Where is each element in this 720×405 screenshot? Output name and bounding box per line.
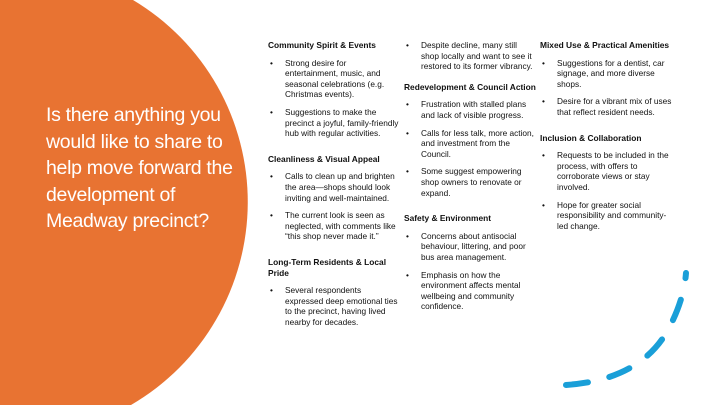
section [268, 257, 400, 328]
bullet-item: • Strong desire for entertainment, music, and seasonal celebrations (e.g. Christmas events). [268, 58, 400, 100]
slide-title: Is there anything you would like to share to help move forward the development of Meadway precinct? [46, 104, 233, 232]
section-heading: Long-Term Residents & Local Pride [268, 256, 387, 278]
section-heading: Mixed Use & Practical Amenities [540, 40, 670, 50]
column-2 [404, 40, 536, 327]
dashed-arc-decoration [566, 273, 686, 385]
bullet-list [268, 285, 400, 327]
bullet-item: • Emphasis on how the environment affects mental wellbeing and community confidence. [404, 270, 536, 312]
bullet-list [404, 40, 536, 72]
bullet-item: • Calls for less talk, more action, and investment from the Council. [404, 128, 536, 160]
bullet-item: • Frustration with stalled plans and lack of visible progress. [404, 99, 536, 120]
bullet-list [540, 150, 672, 231]
bullet-item: • Requests to be included in the process, with offers to corroborate views or stay involved. [540, 150, 672, 192]
bullet-item: • Hope for greater social responsibility and community-led change. [540, 200, 672, 232]
bullet-list [404, 231, 536, 312]
bullet-item: • Several respondents expressed deep emotional ties to the precinct, having lived nearby for decades. [268, 285, 400, 327]
bullet-item: • Some suggest empowering shop owners to renovate or expand. [404, 166, 536, 198]
bullet-list [404, 99, 536, 198]
bullet-list [540, 58, 672, 118]
bullet-item: • Desire for a vibrant mix of uses that reflect resident needs. [540, 96, 672, 117]
bullet-item: • Concerns about antisocial behaviour, littering, and poor bus area management. [404, 231, 536, 263]
bullet-item: • The current look is seen as neglected, with comments like “this shop never made it.” [268, 210, 400, 242]
bullet-item: • Suggestions to make the precinct a joyful, family-friendly hub with regular activities. [268, 107, 400, 139]
section [404, 213, 536, 312]
section [268, 40, 400, 139]
section-heading: Inclusion & Collaboration [540, 132, 642, 143]
column-3 [540, 40, 672, 246]
bullet-item: • Suggestions for a dentist, car signage, and more diverse shops. [540, 58, 672, 90]
section [540, 40, 672, 118]
section [404, 82, 536, 198]
bullet-item: • Calls to clean up and brighten the area—shops should look inviting and well-maintained. [268, 171, 400, 203]
section-heading: Cleanliness & Visual Appeal [268, 153, 380, 164]
bullet-item: • Despite decline, many still shop locally and want to see it restored to its former vibrancy. [404, 40, 536, 72]
section-heading: Safety & Environment [404, 213, 492, 224]
section-continuation [404, 40, 536, 72]
bullet-list [268, 171, 400, 242]
column-1 [268, 40, 400, 342]
section-heading: Community Spirit & Events [268, 40, 376, 50]
section [540, 133, 672, 232]
bullet-list [268, 58, 400, 139]
section [268, 154, 400, 242]
section-heading: Redevelopment & Council Action [404, 81, 536, 92]
